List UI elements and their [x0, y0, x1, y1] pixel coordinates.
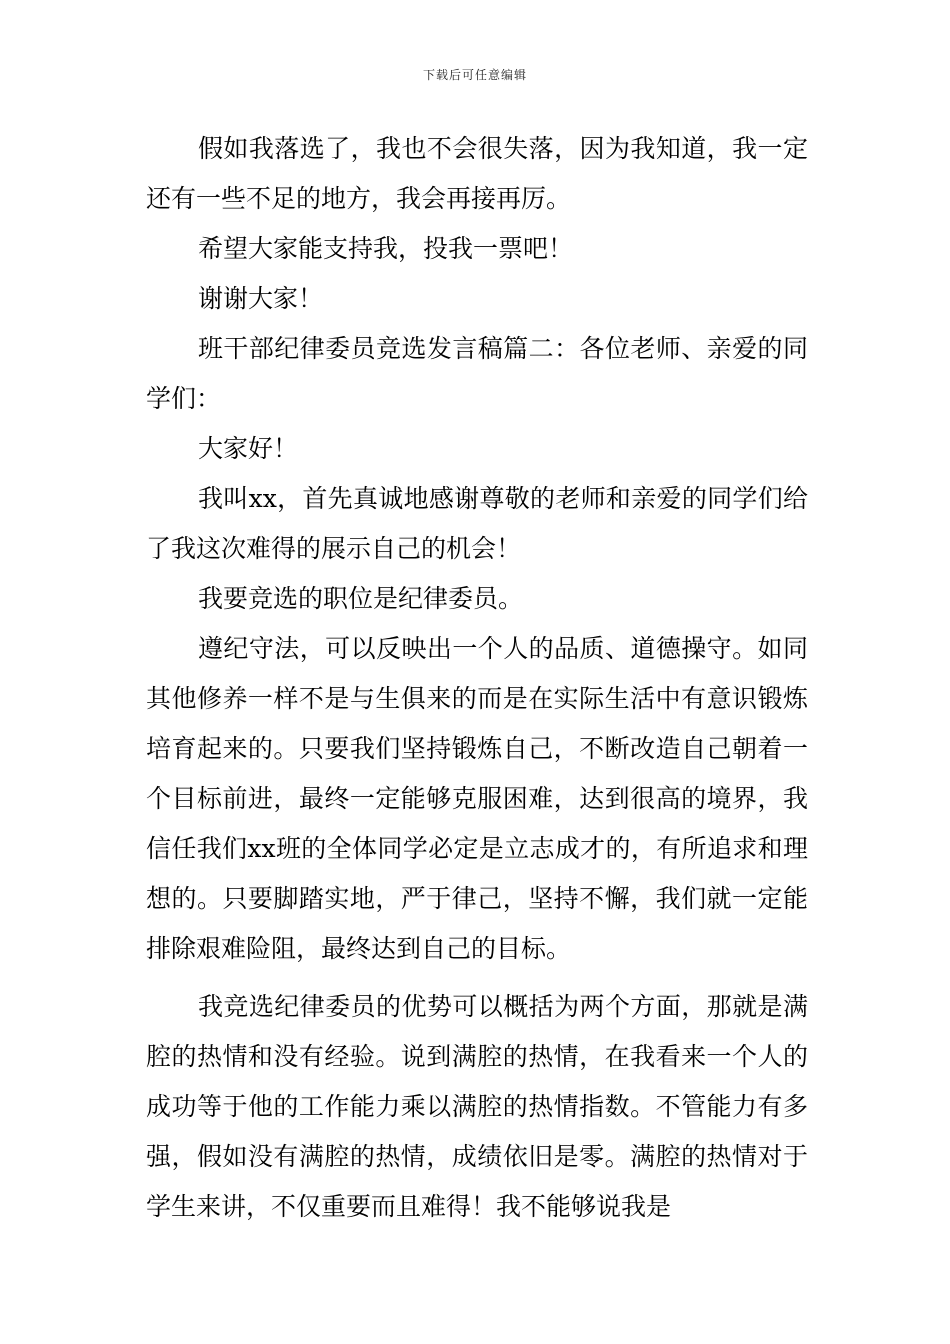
paragraph-section-two-title: 班干部纪律委员竞选发言稿篇二：各位老师、亲爱的同学们：: [146, 334, 808, 413]
paragraph-defeat: 假如我落选了，我也不会很失落，因为我知道，我一定还有一些不足的地方，我会再接再厉。: [146, 134, 808, 213]
paragraph-self-intro: 我叫xx，首先真诚地感谢尊敬的老师和亲爱的同学们给了我这次难得的展示自己的机会！: [146, 484, 808, 563]
paragraph-greeting: 大家好！: [198, 434, 299, 463]
paragraph-discipline: 遵纪守法，可以反映出一个人的品质、道德操守。如同其他修养一样不是与生俱来的而是在实际生活中有意识锻炼培育起来的。只要我们坚持锻炼自己，不断改造自己朝着一个目标前进，最终一定能够克服困难，达到很高的境界，我信任我们xx班的全体同学必定是立志成才的，有所追求和理想的。只要脚踏实地，严于律己，坚持不懈，我们就一定能排除艰难险阻，最终达到自己的目标。: [146, 634, 808, 963]
paragraph-support-request: 希望大家能支持我，投我一票吧！: [198, 234, 574, 263]
paragraph-thanks: 谢谢大家！: [198, 284, 324, 313]
paragraph-position: 我要竞选的职位是纪律委员。: [198, 584, 524, 613]
paragraph-advantages: 我竞选纪律委员的优势可以概括为两个方面，那就是满腔的热情和没有经验。说到满腔的热情，在我看来一个人的成功等于他的工作能力乘以满腔的热情指数。不管能力有多强，假如没有满腔的热情，成绩依旧是零。满腔的热情对于学生来讲，不仅重要而且难得！我不能够说我是: [146, 992, 808, 1221]
document-body: [146, 124, 808, 1232]
page-header-note: 下载后可任意编辑: [422, 68, 527, 82]
